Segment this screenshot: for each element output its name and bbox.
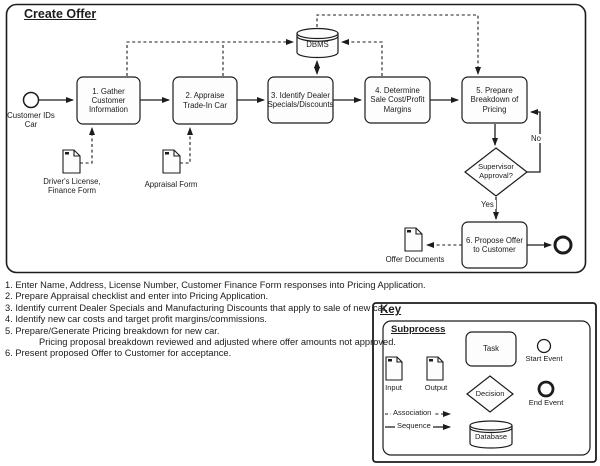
note-line-6: 6. Present proposed Offer to Customer for acceptance. [5,348,232,359]
key-end-event-label: End Event [528,398,564,407]
key-end-event-icon [539,382,553,396]
offer-doc-mark [407,230,411,233]
start-event-label: Customer IDs Car [7,111,55,130]
key-start-event-label: Start Event [525,354,563,363]
document-icons [63,150,422,251]
key-title: Key [380,304,402,316]
task3-label: 3. Identify Dealer Specials/Discounts [267,90,334,109]
key-decision-label: Decision [475,388,505,398]
key-output-doc-mark [429,359,433,362]
branch-no-label: No [531,134,541,143]
note-line-5b: Pricing proposal breakdown reviewed and adjusted where offer amounts not approved. [39,336,396,347]
drivers-license-doc-mark [65,152,69,155]
key-association-label: Association [393,408,432,417]
key-task-label: Task [482,344,500,354]
association-flows [80,15,478,245]
note-line-3: 3. Identify current Dealer Specials and Manufacturing Discounts that apply to sale of new car. [5,302,388,313]
assoc-dbms-task5 [317,15,478,74]
task4-label: 4. Determine Sale Cost/Profit Margins [370,86,425,114]
start-event-icon [24,93,39,108]
assoc-appraisal-task2 [180,128,190,163]
key-start-event-icon [538,340,551,353]
key-input-label: Input [385,383,402,392]
task6-label: 6. Propose Offer to Customer [465,235,524,254]
dbms-top [297,29,338,39]
task2-label: 2. Appraise Trade-In Car [183,91,227,110]
key-sequence-label: Sequence [397,421,431,430]
key-subprocess-label: Subprocess [391,324,446,335]
appraisal-form-label: Appraisal Form [144,180,198,189]
key-db-top [470,421,512,430]
note-line-5: 5. Prepare/Generate Pricing breakdown for new car. [5,325,220,336]
note-line-1: 1. Enter Name, Address, License Number, Customer Finance Form responses into Pricing Application. [5,280,426,290]
note-line-4: 4. Identify new car costs and target profit margins/commissions. [5,314,267,325]
process-notes [5,280,426,360]
assoc-task1-dbms [127,42,293,76]
task5-label: 5. Prepare Breakdown of Pricing [470,86,519,114]
decision-label: Supervisor Approval? [478,162,514,180]
task1-label: 1. Gather Customer Information [88,86,128,115]
assoc-task4-dbms [342,42,382,76]
assoc-license-task1 [80,128,92,163]
end-event-icon [555,237,571,253]
note-line-2: 2. Prepare Appraisal checklist and enter into Pricing Application. [5,291,269,302]
drivers-license-label: Driver's License, Finance Form [43,177,101,196]
key-database-label: Database [474,432,508,442]
key-output-label: Output [424,383,448,392]
appraisal-doc-mark [165,152,169,155]
offer-documents-label: Offer Documents [385,255,445,264]
page-title: Create Offer [24,7,97,21]
branch-yes-label: Yes [481,200,494,209]
dbms-label: DBMS [306,40,329,49]
